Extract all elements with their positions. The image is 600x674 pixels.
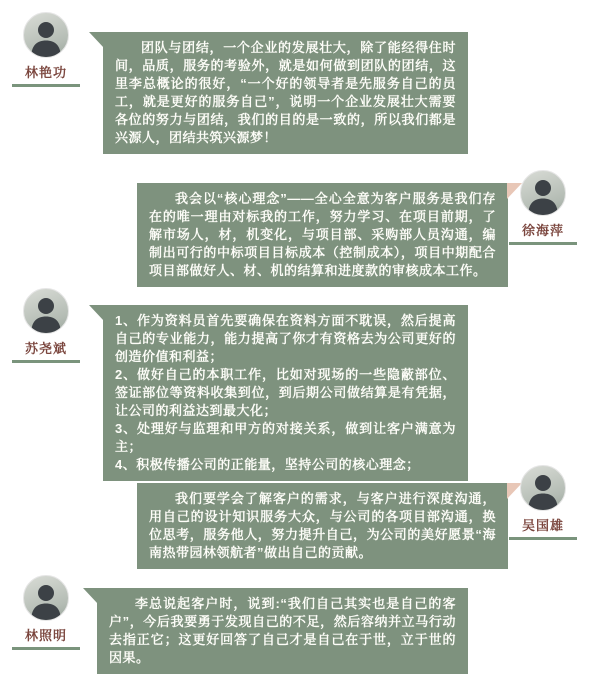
speaker-name: 徐海萍 [509, 220, 577, 245]
avatar [12, 575, 80, 650]
speech-bubble [137, 483, 508, 569]
person-silhouette-icon [521, 466, 565, 510]
bubble-text [115, 312, 456, 474]
speaker-name: 林照明 [12, 625, 80, 650]
bubble-text [149, 190, 496, 280]
speech-bubble [97, 588, 468, 674]
avatar [12, 12, 80, 87]
bubble-arrow-icon [83, 588, 98, 604]
person-silhouette-icon [24, 13, 68, 57]
bubble-paragraph: 3、处理好与监理和甲方的对接关系，做到让客户满意为主； [115, 421, 456, 454]
bubble-arrow-icon [89, 32, 104, 48]
speaker-name: 苏尧斌 [12, 338, 80, 363]
person-silhouette-icon [24, 289, 68, 333]
bubble-paragraph: 1、作为资料员首先要确保在资料方面不耽误，然后提高自己的专业能力，能力提高了你才有资格去为公司更好的创造价值和利益； [115, 313, 456, 364]
speech-bubble [103, 32, 468, 154]
bubble-text [115, 39, 456, 147]
avatar [12, 288, 80, 363]
speaker-name: 林艳功 [12, 62, 80, 87]
bubble-paragraph: 2、做好自己的本职工作，比如对现场的一些隐蔽部位、签证部位等资料收集到位，到后期公司做结算是有凭据，让公司的利益达到最大化； [115, 367, 456, 418]
speech-bubble [137, 183, 508, 287]
person-silhouette-icon [24, 576, 68, 620]
person-silhouette-icon [521, 171, 565, 215]
avatar-photo [23, 288, 69, 334]
avatar [509, 465, 577, 540]
speech-bubble [103, 305, 468, 481]
bubble-paragraph: 团队与团结，一个企业的发展壮大，除了能经得住时间，品质，服务的考验外，就是如何做到团队的团结，这里李总概论的很好，“一个好的领导者是先服务自己的员工，就是更好的服务自己”，说明一个企业发展壮大需要各位的努力与团结，我们的目的是一致的，所以我们都是兴源人，团结共筑兴源梦！ [115, 40, 456, 145]
avatar [509, 170, 577, 245]
avatar-photo [520, 465, 566, 511]
bubble-paragraph: 我会以“核心理念”——全心全意为客户服务是我们存在的唯一理由对标我的工作，努力学习、在项目前期，了解市场人，材，机变化，与项目部、采购部人员沟通，编制出可行的中标项目目标成本（控制成本），项目中期配合项目部做好人、材、机的结算和进度款的审核成本工作。 [149, 191, 496, 278]
bubble-paragraph: 李总说起客户时，说到:“我们自己其实也是自己的客户”，今后我要勇于发现自己的不足，然后容纳并立马行动去指正它；这更好回答了自己才是自己在于世，立于世的因果。 [109, 596, 456, 665]
bubble-text [109, 595, 456, 667]
bubble-paragraph: 4、积极传播公司的正能量，坚持公司的核心理念； [115, 457, 420, 472]
bubble-text [149, 490, 496, 562]
bubble-arrow-icon [89, 305, 104, 321]
avatar-photo [520, 170, 566, 216]
avatar-photo [23, 575, 69, 621]
avatar-photo [23, 12, 69, 58]
bubble-paragraph: 我们要学会了解客户的需求，与客户进行深度沟通，用自己的设计知识服务大众，与公司的各项目部沟通，换位思考，服务他人，努力提升自己，为公司的美好愿景“海南热带园林领航者”做出自己的贡献。 [149, 491, 496, 560]
speaker-name: 吴国雄 [509, 515, 577, 540]
